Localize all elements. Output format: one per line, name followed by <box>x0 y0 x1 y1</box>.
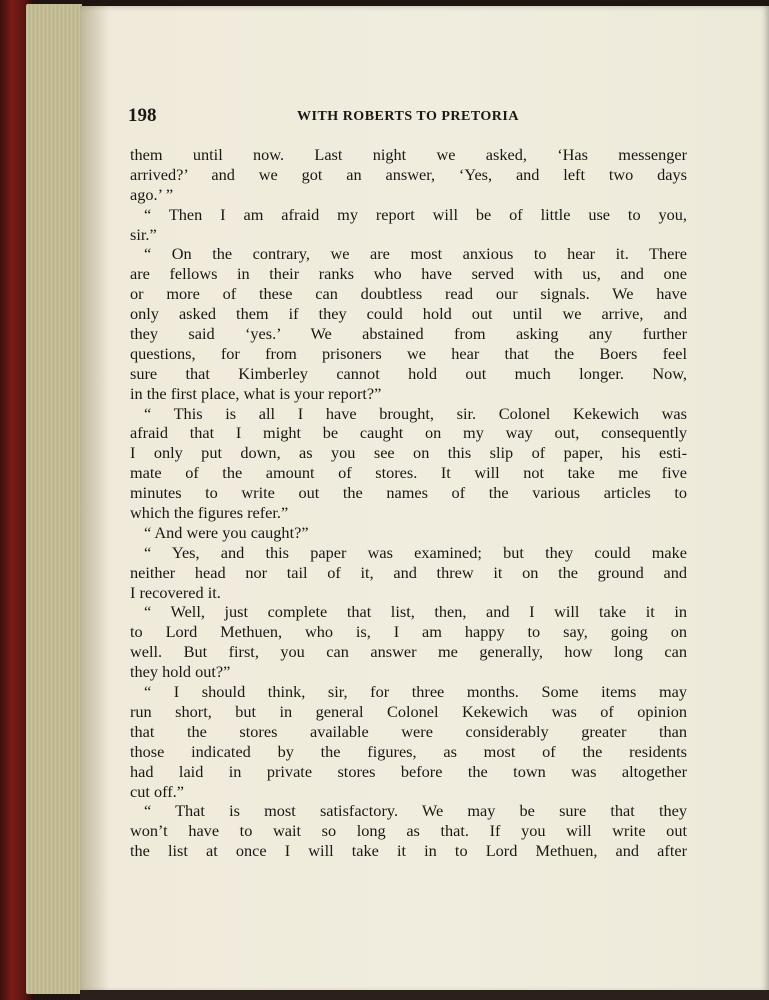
text-line: the list at once I will take it in to Lord Methuen, and after <box>130 841 687 861</box>
running-head <box>128 105 688 129</box>
text-line: “ Yes, and this paper was examined; but they could make <box>144 542 687 562</box>
text-line: arrived?’ and we got an answer, ‘Yes, and left two days <box>130 164 687 184</box>
text-line: sure that Kimberley cannot hold out much longer. Now, <box>130 363 687 383</box>
text-line: they said ‘yes.’ We abstained from asking any further <box>130 324 687 344</box>
text-line: I recovered it. <box>130 582 221 602</box>
text-line: “ That is most satisfactory. We may be sure that they <box>144 801 687 821</box>
text-line: “ And were you caught?” <box>144 522 309 542</box>
text-line: those indicated by the figures, as most of the residents <box>130 741 687 761</box>
text-line: only asked them if they could hold out until we arrive, and <box>130 304 687 324</box>
text-line: they hold out?” <box>130 662 231 682</box>
text-line: had laid in private stores before the town was altogether <box>130 761 687 781</box>
running-title: WITH ROBERTS TO PRETORIA <box>297 109 519 124</box>
text-line: won’t have to wait so long as that. If you will write out <box>130 821 687 841</box>
text-line: which the figures refer.” <box>130 503 289 523</box>
text-line: in the first place, what is your report?” <box>130 383 382 403</box>
text-line: questions, for from prisoners we hear that the Boers feel <box>130 343 687 363</box>
gutter-shadow <box>80 6 110 992</box>
bottom-edge <box>80 990 769 1000</box>
text-line: “ Well, just complete that list, then, and I will take it in <box>144 602 687 622</box>
text-line: run short, but in general Colonel Kekewich was of opinion <box>130 701 687 721</box>
text-line: that the stores available were considerably greater than <box>130 721 687 741</box>
text-line: well. But first, you can answer me generally, how long can <box>130 642 687 662</box>
text-line: or more of these can doubtless read our signals. We have <box>130 284 687 304</box>
text-line: neither head nor tail of it, and threw it on the ground and <box>130 562 687 582</box>
text-line: afraid that I might be caught on my way out, consequently <box>130 423 687 443</box>
body-text <box>130 145 687 861</box>
text-line: sir.” <box>130 224 157 244</box>
text-line: I only put down, as you see on this slip of paper, his esti- <box>130 443 687 463</box>
text-line: are fellows in their ranks who have served with us, and one <box>130 264 687 284</box>
text-line: them until now. Last night we asked, ‘Has messenger <box>130 145 687 164</box>
text-line: “ I should think, sir, for three months. Some items may <box>144 682 687 702</box>
text-line: minutes to write out the names of the various articles to <box>130 483 687 503</box>
page-edges <box>26 4 82 994</box>
text-line: to Lord Methuen, who is, I am happy to say, going on <box>130 622 687 642</box>
text-line: “ This is all I have brought, sir. Colonel Kekewich was <box>144 403 687 423</box>
text-line: mate of the amount of stores. It will not take me five <box>130 463 687 483</box>
text-line: cut off.” <box>130 781 184 801</box>
text-line: ago.’ ” <box>130 184 174 204</box>
text-line: “ Then I am afraid my report will be of little use to you, <box>144 204 687 224</box>
page-number: 198 <box>128 105 157 126</box>
text-line: “ On the contrary, we are most anxious to hear it. There <box>144 244 687 264</box>
